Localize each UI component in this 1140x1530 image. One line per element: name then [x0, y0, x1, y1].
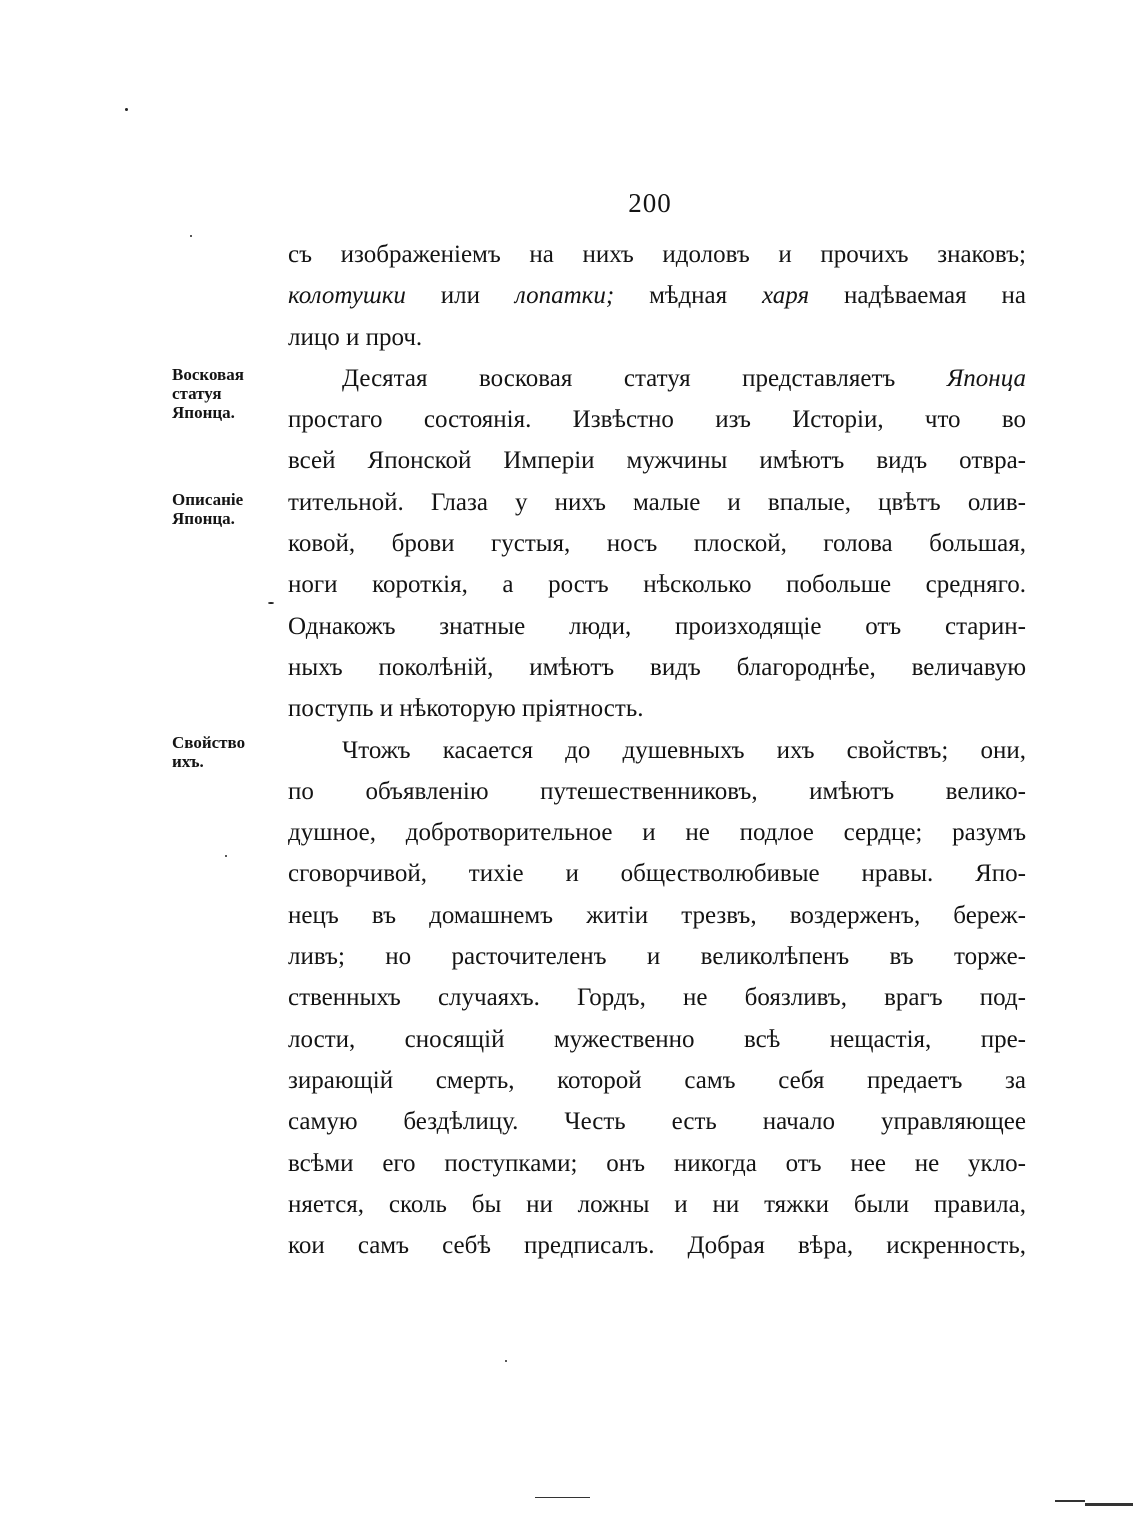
- text-line: ныхъ поколѣній, имѣютъ видъ благороднѣе, величавую: [288, 653, 1026, 681]
- text-line: душное, добротворительное и не подлое сердце; разумъ: [288, 819, 1026, 847]
- scan-speck: [505, 1360, 507, 1362]
- margin-note-line: Описаніе: [172, 490, 244, 509]
- italic-term: Японца: [946, 364, 1026, 392]
- text-run: надѣваемая на: [809, 282, 1026, 310]
- text-line: нецъ въ домашнемъ житіи трезвъ, воздерженъ, береж-: [288, 901, 1026, 929]
- italic-term: лопатки;: [514, 282, 615, 310]
- text-line: съ изображеніемъ на нихъ идоловъ и прочихъ знаковъ;: [288, 241, 1026, 268]
- text-run: Десятая восковая статуя представляетъ: [342, 364, 947, 392]
- text-line: зирающій смерть, которой самъ себя предаетъ за: [288, 1066, 1026, 1094]
- text-run: или: [405, 282, 515, 310]
- margin-note-line: Свойство: [172, 733, 246, 752]
- italic-term: харя: [762, 282, 810, 310]
- margin-note-line: ихъ.: [172, 752, 204, 771]
- text-line: Чтожъ касается до душевныхъ ихъ свойствъ; они,: [342, 736, 1026, 764]
- text-run: мѣдная: [614, 282, 763, 310]
- text-line: ственныхъ случаяхъ. Гордъ, не боязливъ, врагъ под-: [288, 984, 1026, 1012]
- text-line: всей Японской Имперіи мужчины имѣютъ видъ отвра-: [288, 447, 1026, 475]
- text-line: лицо и проч.: [288, 323, 423, 351]
- scan-speck: [125, 108, 128, 111]
- page-number: 200: [628, 188, 672, 218]
- margin-note-line: Японца.: [172, 403, 235, 422]
- text-line: ливъ; но расточителенъ и великолѣпенъ въ торже-: [288, 943, 1026, 971]
- scan-rule: [1085, 1503, 1133, 1506]
- margin-note-description: [172, 490, 284, 528]
- text-line: самую бездѣлицу. Честь есть начало управляющее: [288, 1108, 1026, 1136]
- margin-note-wax-statue: [172, 365, 284, 422]
- text-line: кои самъ себѣ предписалъ. Добрая вѣра, искренность,: [288, 1232, 1026, 1260]
- text-line: по объявленію путешественниковъ, имѣютъ велико-: [288, 777, 1026, 805]
- text-line: ноги короткія, а ростъ нѣсколько побольше средняго.: [288, 571, 1026, 599]
- body-text: [288, 234, 1026, 1266]
- margin-note-line: статуя: [172, 384, 222, 403]
- text-line: [288, 275, 1026, 316]
- text-line: [288, 358, 1026, 399]
- margin-note-line: Японца.: [172, 509, 235, 528]
- margin-note-character: [172, 733, 284, 771]
- text-line: ковой, брови густыя, носъ плоской, голова большая,: [288, 530, 1026, 558]
- scan-rule: [535, 1497, 590, 1498]
- scan-rule: [1055, 1500, 1085, 1502]
- scan-speck: [225, 855, 227, 857]
- margin-note-line: Восковая: [172, 365, 244, 384]
- text-line: простаго состоянія. Извѣстно изъ Исторіи, что во: [288, 406, 1026, 434]
- text-line: тительной. Глаза у нихъ малые и впалые, цвѣтъ олив-: [288, 488, 1026, 516]
- text-line: поступь и нѣкоторую пріятность.: [288, 695, 644, 723]
- scan-speck: [268, 602, 274, 604]
- text-line: Однакожъ знатные люди, произходящіе отъ старин-: [288, 612, 1026, 640]
- scan-speck: [190, 235, 192, 237]
- text-line: няется, сколь бы ни ложны и ни тяжки были правила,: [288, 1190, 1026, 1218]
- text-line: лости, сносящій мужественно всѣ нещастія, пре-: [288, 1025, 1026, 1053]
- text-line: сговорчивой, тихіе и обществолюбивые нравы. Япо-: [288, 860, 1026, 888]
- italic-term: колотушки: [288, 282, 406, 310]
- text-line: всѣми его поступками; онъ никогда отъ нее не укло-: [288, 1149, 1026, 1177]
